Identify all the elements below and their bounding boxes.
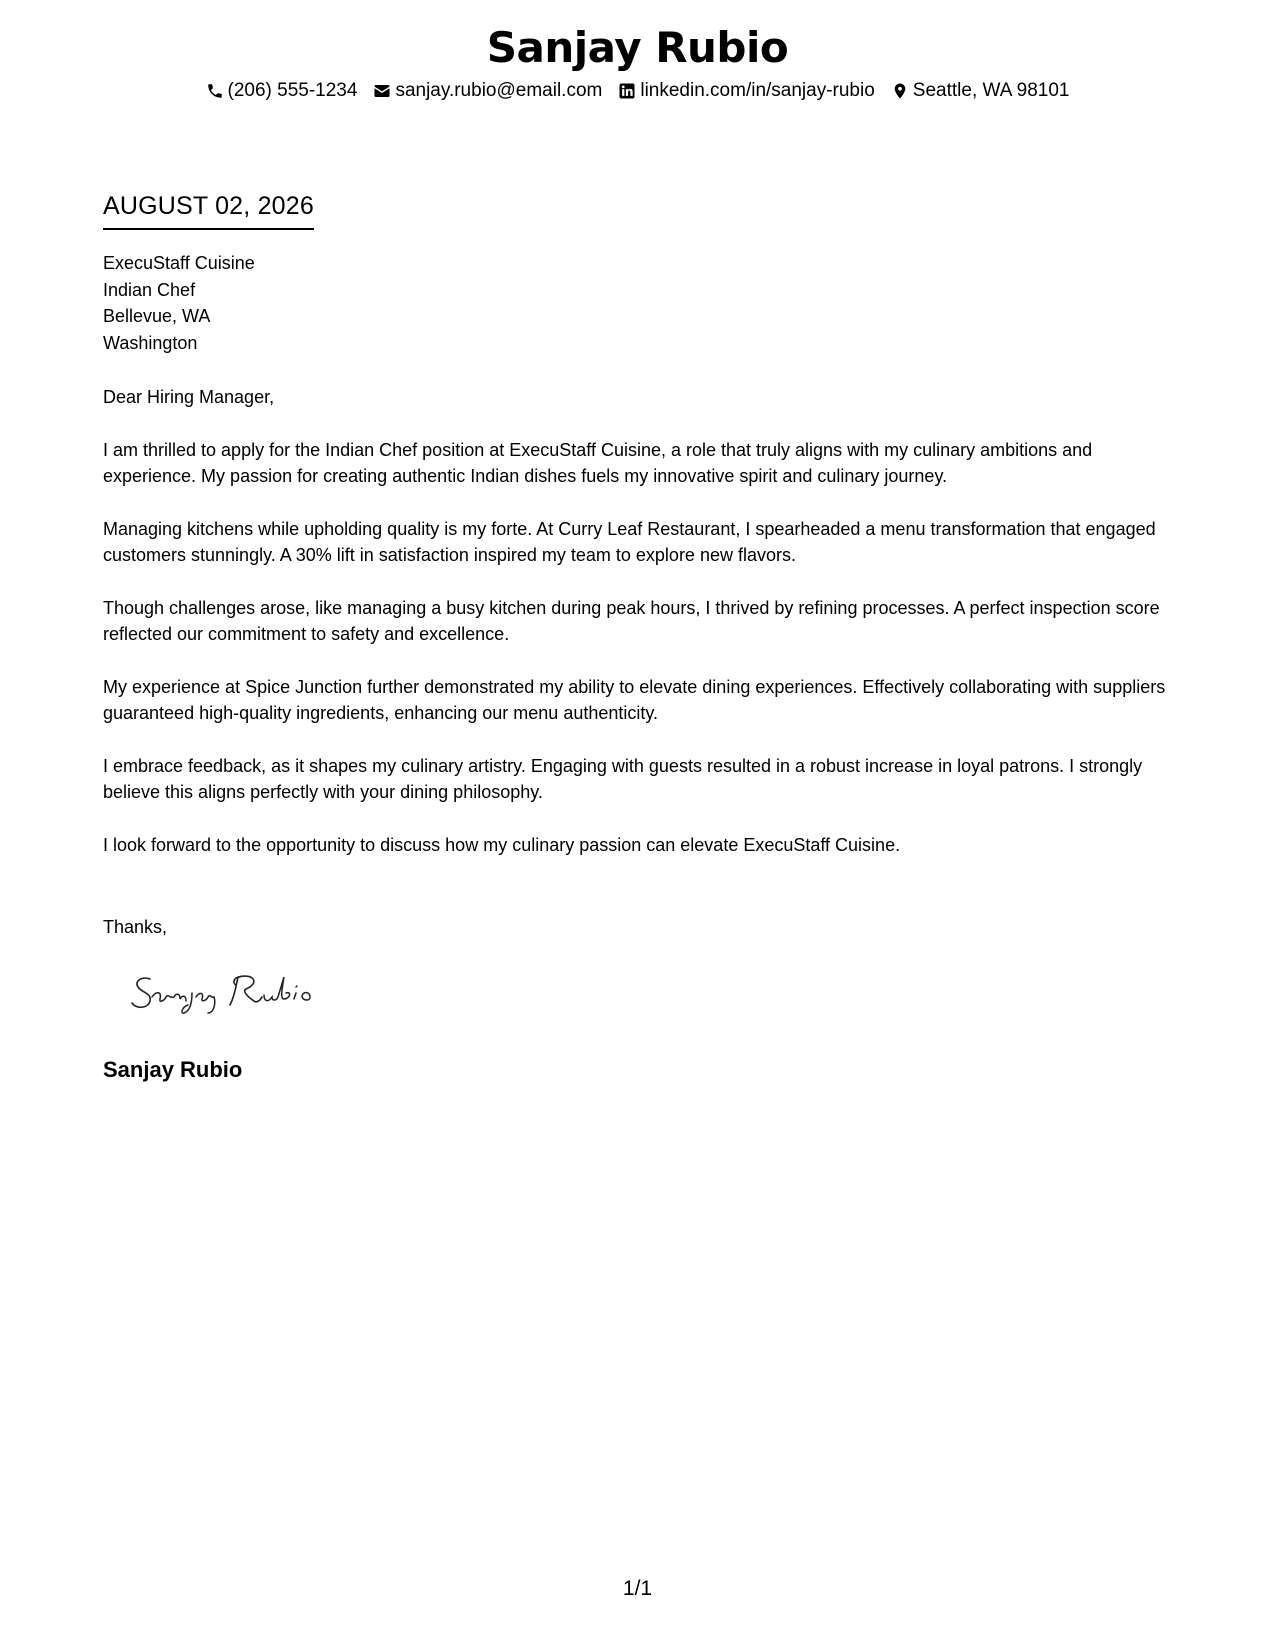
recipient-city: Bellevue, WA [103,306,211,326]
page-number: 1/1 [622,1577,653,1600]
email-text[interactable]: sanjay.rubio@email.com [395,80,603,101]
map-pin-icon [891,82,909,100]
greeting: Dear Hiring Manager, [103,387,275,407]
recipient-block [103,250,255,356]
body-paragraph: I embrace feedback, as it shapes my culinary artistry. Engaging with guests resulted in a robust increase in loyal patrons. I strongly believe this aligns perfectly with your dining philosophy. [103,755,1143,802]
recipient-position: Indian Chef [103,279,196,300]
contact-location [891,78,1070,104]
body-paragraph: My experience at Spice Junction further demonstrated my ability to elevate dining experiences. Effectively collaborating with suppliers guaranteed high-quality ingredients, enhancing our menu authenticity. [103,676,1166,723]
recipient-company: ExecuStaff Cuisine [103,253,255,273]
contact-info-row [0,78,1275,104]
contact-linkedin[interactable] [618,78,874,104]
contact-email[interactable] [373,78,602,104]
closing-line: Thanks, [103,917,168,937]
linkedin-icon [618,82,636,100]
signer-name: Sanjay Rubio [103,1057,243,1082]
contact-phone [206,78,358,104]
letter-date: AUGUST 02, 2026 [103,190,314,230]
body-paragraph: Though challenges arose, like managing a busy kitchen during peak hours, I thrived by refining processes. A perfect inspection score reflected our commitment to safety and excellence. [103,597,1160,644]
body-paragraph: I look forward to the opportunity to discuss how my culinary passion can elevate ExecuStaff Cuisine. [103,834,901,855]
handwritten-signature [128,967,338,1019]
linkedin-text[interactable]: linkedin.com/in/sanjay-rubio [640,80,875,101]
recipient-state: Washington [103,332,198,353]
location-text: Seattle, WA 98101 [912,80,1070,101]
phone-icon [206,82,224,100]
letter-body [103,384,1178,884]
applicant-name-header: Sanjay Rubio [486,23,789,72]
body-paragraph: Managing kitchens while upholding quality is my forte. At Curry Leaf Restaurant, I spearheaded a menu transformation that engaged customers stunningly. A 30% lift in satisfaction inspired my team to explore new flavors. [103,518,1156,565]
phone-text: (206) 555-1234 [227,80,358,101]
body-paragraph: I am thrilled to apply for the Indian Chef position at ExecuStaff Cuisine, a role that truly aligns with my culinary ambitions and experience. My passion for creating authentic Indian dishes fuels my innovative spirit and culinary journey. [103,439,1093,486]
envelope-icon [373,82,391,100]
